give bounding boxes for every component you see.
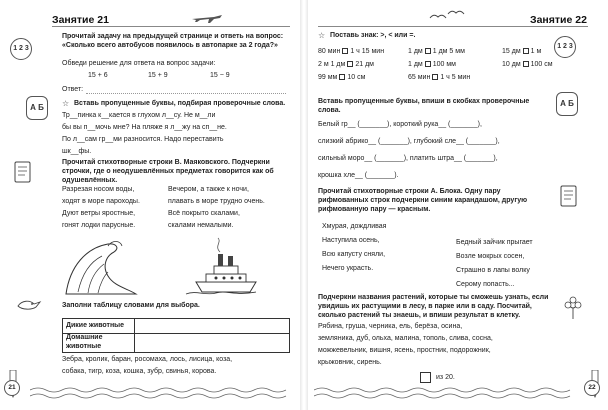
table-answer-cell[interactable] [135, 334, 290, 353]
comparison-left-value: 15 дм [502, 48, 521, 55]
comparison-right-value: 21 дм [355, 61, 374, 68]
poem-line: Наступила осень, [322, 237, 380, 244]
table-answer-cell[interactable] [135, 319, 290, 334]
math-task-icon: 1 2 3 [554, 36, 576, 58]
task4-words: земляника, дуб, ольха, малина, тополь, слива, сосна, [318, 335, 493, 342]
comparison-item [408, 61, 456, 70]
page-number: 21 [4, 380, 20, 396]
task2-prompt: Вставь пропущенные буквы, впиши в скобках проверочные слова. [318, 98, 530, 114]
comparison-sign-box[interactable] [342, 48, 348, 54]
task2-line: слизкий абрико__ (_______), глубокий сле__ (_______), [318, 138, 500, 145]
task1-prompt: Поставь знак: >, < или =. [330, 32, 416, 39]
table-row-label: Домашние животные [63, 334, 135, 353]
comparison-sign-box[interactable] [523, 48, 529, 54]
task1-option[interactable]: 15 + 6 [88, 72, 108, 79]
comparison-left-value: 99 мм [318, 74, 338, 81]
comparison-sign-box[interactable] [523, 61, 529, 67]
right-page-title: Занятие 22 [530, 14, 587, 26]
comparison-item [318, 74, 365, 83]
comparison-right-value: 100 см [530, 61, 553, 68]
task2-line: По л__сам гр__ми разносится. Надо переставить [62, 136, 224, 143]
bird-icon [14, 294, 42, 312]
comparison-left-value: 10 дм [502, 61, 521, 68]
animals-table [62, 318, 290, 353]
task2-line: Белый гр__ (_______), короткий рука__ (_______), [318, 121, 482, 128]
comparison-sign-box[interactable] [425, 48, 431, 54]
comparison-item [408, 48, 465, 57]
task4-prompt: Подчеркни названия растений, которые ты сможешь узнать, если увидишь их растущими в лесу, в парке или в саду. Посчитай, сколько растений ты знаешь, и впиши результат в клетку. [318, 294, 549, 319]
flower-icon [560, 296, 586, 320]
poem-line: Бедный зайчик прыгает [456, 239, 533, 246]
count-answer-box[interactable] [420, 372, 431, 383]
math-task-icon: 1 2 3 [10, 38, 32, 60]
left-header-rule [52, 26, 290, 27]
poem-line: скалами немалыми. [168, 222, 234, 229]
comparison-left-value: 1 дм [408, 61, 423, 68]
comparison-item [502, 48, 541, 57]
table-row-label: Дикие животные [63, 319, 135, 334]
left-page-title: Занятие 21 [52, 14, 109, 26]
task3-prompt: Прочитай стихотворные строки А. Блока. Одну пару рифмованных строк подчеркни синим карандашом, другую рифмованную пару — красным. [318, 188, 528, 213]
left-page [0, 0, 300, 410]
poem-line: Возле мокрых сосен, [456, 253, 525, 260]
poem-line: Всю капусту сняли, [322, 251, 386, 258]
task3-prompt: Прочитай стихотворные строки В. Маяковского. Подчеркни строчки, где о неодушевлённых предметах говорится как об одушевлённых. [62, 159, 274, 184]
birds-icon [426, 8, 466, 24]
task2-line: Тр__пинка к__кается в глухом л__су. Не м__ли [62, 112, 216, 119]
task1-answer-label: Ответ: [62, 86, 84, 93]
comparison-left-value: 1 дм [408, 48, 423, 55]
poem-line: ходят в море пароходы. [62, 198, 140, 205]
comparison-item [408, 74, 470, 83]
answer-line[interactable] [86, 93, 286, 94]
comparison-item [318, 48, 384, 57]
letters-task-icon: А Б [556, 92, 578, 116]
right-page [308, 0, 608, 410]
task4-words: собака, тигр, коза, кошка, зубр, свинья, корова. [62, 368, 217, 375]
letters-task-icon: А Б [26, 96, 48, 120]
poem-line: Всё покрыто скалами, [168, 210, 240, 217]
comparison-sign-box[interactable] [432, 74, 438, 80]
poem-line: Страшно в лапы волку [456, 267, 530, 274]
task4-words: крыжовник, сирень. [318, 359, 382, 366]
star-icon: ☆ [318, 31, 326, 40]
comparison-right-value: 1 ч 5 мин [440, 74, 471, 81]
count-total-label: из 20. [436, 374, 455, 381]
comparison-left-value: 2 м 1 дм [318, 61, 346, 68]
star-icon: ☆ [62, 99, 70, 108]
task4-words: Зебра, кролик, баран, росомаха, лось, лисица, коза, [62, 356, 233, 363]
footer-wave [30, 384, 292, 406]
page-number: 22 [584, 380, 600, 396]
poem-line: Дуют ветры яростные, [62, 210, 136, 217]
poem-line: гонят лодки парусные. [62, 222, 136, 229]
comparison-left-value: 80 мин [318, 48, 341, 55]
task4-words: можжевельник, вишня, ясень, простник, подорожник, [318, 347, 491, 354]
notebook-icon [12, 160, 34, 186]
task1-option[interactable]: 15 − 9 [210, 72, 230, 79]
notebook-icon [558, 184, 580, 210]
poem-line: Разрезая носом воды, [62, 186, 135, 193]
airplane-icon [190, 12, 224, 24]
comparison-sign-box[interactable] [347, 61, 353, 67]
book-spine [300, 0, 308, 410]
comparison-right-value: 10 см [347, 74, 366, 81]
poem-line: Хмурая, дождливая [322, 223, 387, 230]
comparison-item [502, 61, 553, 70]
poem-line: Нечего украсть. [322, 265, 374, 272]
task2-prompt: Вставь пропущенные буквы, подбирая проверочные слова. [74, 100, 286, 107]
task1-prompt: Прочитай задачу на предыдущей странице и ответь на вопрос: «Сколько всего автобусов появилось в автопарке за 2 года?» [62, 33, 284, 49]
poem-line: Серому попасть... [456, 281, 515, 288]
poem-line: плавать в море трудно очень. [168, 198, 265, 205]
comparison-sign-box[interactable] [425, 61, 431, 67]
comparison-right-value: 1 ч 15 мин [350, 48, 385, 55]
task1-option[interactable]: 15 + 9 [148, 72, 168, 79]
poem-line: Вечером, а также к ночи, [168, 186, 249, 193]
task1-subprompt: Обведи решение для ответа на вопрос задачи: [62, 60, 216, 67]
task2-line: сильный моро__ (_______), платить штра__ (_______), [318, 155, 498, 162]
footer-wave [314, 384, 576, 406]
comparison-sign-box[interactable] [339, 74, 345, 80]
comparison-left-value: 65 мин [408, 74, 431, 81]
task4-words: Рябина, груша, черника, ель, берёза, осина, [318, 323, 463, 330]
task2-line: шк__фы. [62, 148, 92, 155]
sea-ship-illustration [56, 236, 266, 296]
comparison-item [318, 61, 374, 70]
task2-line: крошка хле__ (_______). [318, 172, 399, 179]
right-header-rule [318, 26, 588, 27]
comparison-right-value: 1 дм 5 мм [432, 48, 465, 55]
task2-line: бы вы п__мочь мне? На пляже я л__жу на сп__не. [62, 124, 227, 131]
comparison-right-value: 1 м [530, 48, 542, 55]
task4-prompt: Заполни таблицу словами для выбора. [62, 302, 200, 309]
comparison-right-value: 100 мм [432, 61, 456, 68]
